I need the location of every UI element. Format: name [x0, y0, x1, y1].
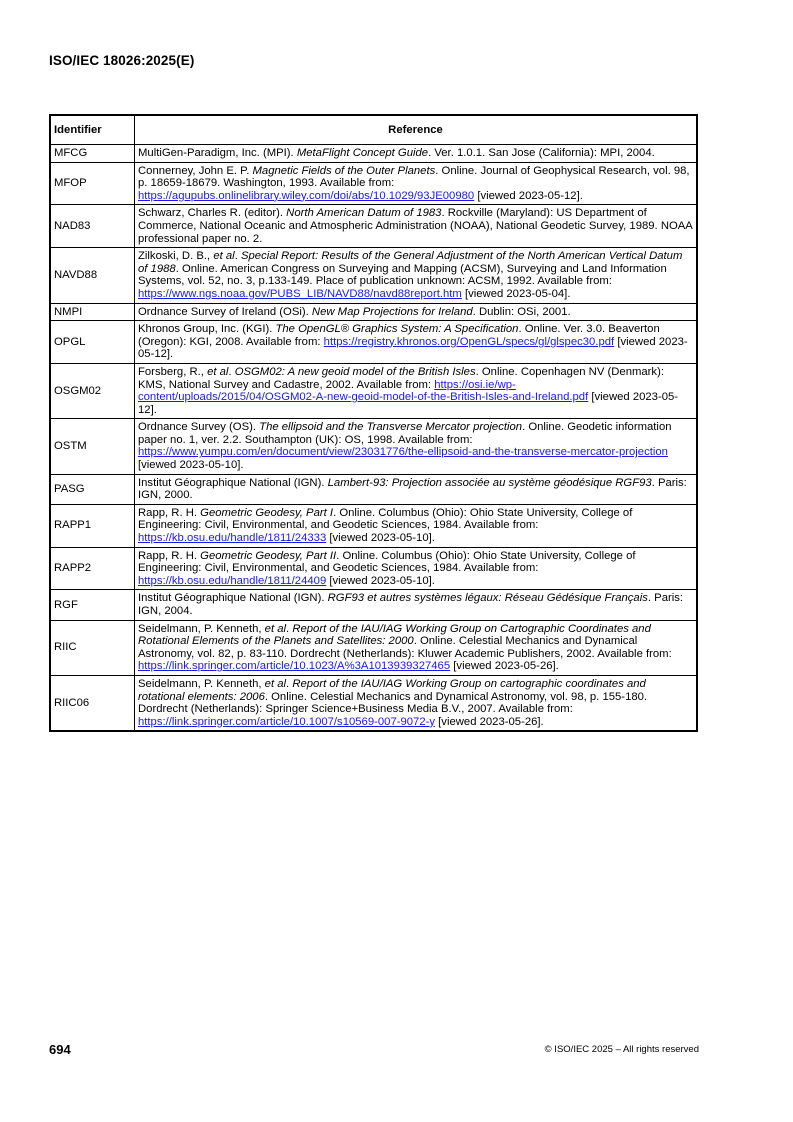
reference-text: Forsberg, R., — [138, 365, 208, 378]
table-row — [50, 620, 697, 675]
reference-identifier: MFCG — [50, 145, 135, 163]
reference-text: . Online. Celestial Mechanics and Dynamical Astronomy, vol. 82, p. 83-110. Dordrecht (Netherlands): Kluwer Academic Publishers, 2002. Available from: — [138, 635, 672, 660]
table-row — [50, 363, 697, 418]
reference-identifier: RAPP2 — [50, 547, 135, 590]
reference-identifier: NAD83 — [50, 205, 135, 248]
reference-citation — [135, 419, 698, 474]
reference-identifier: PASG — [50, 474, 135, 504]
reference-citation — [135, 547, 698, 590]
reference-text: . Online. Columbus (Ohio): Ohio State University, College of Engineering: Civil, Environmental, and Geodetic Sciences, 1984. Available from: — [138, 549, 636, 575]
table-row — [50, 590, 697, 620]
reference-text: . Online. Geodetic information paper no. 1, ver. 2.2. Southampton (UK): OS, 1998. Available from: — [138, 421, 672, 446]
reference-identifier: OPGL — [50, 321, 135, 364]
reference-identifier: NAVD88 — [50, 248, 135, 303]
reference-text: [viewed 2023-05-26]. — [450, 660, 559, 673]
table-row — [50, 303, 697, 321]
reference-identifier: OSGM02 — [50, 363, 135, 418]
reference-text: [viewed 2023-05-12]. — [138, 335, 688, 361]
reference-text: Ordnance Survey of Ireland (OSi). — [138, 305, 312, 318]
reference-title-text: et al — [264, 622, 287, 635]
reference-table-body — [50, 145, 697, 732]
reference-text: . — [286, 677, 293, 690]
reference-citation — [135, 321, 698, 364]
reference-text: . Online. Journal of Geophysical Research, vol. 98, p. 18659-18679. Washington, 1993. Available from: — [138, 164, 690, 190]
reference-link[interactable]: https://kb.osu.edu/handle/1811/24409 — [138, 574, 327, 587]
reference-title-text: Geometric Geodesy, Part I — [200, 506, 334, 519]
reference-text: Seidelmann, P. Kenneth, — [138, 622, 265, 635]
reference-identifier: MFOP — [50, 162, 135, 205]
reference-text: [viewed 2023-05-12]. — [474, 189, 583, 202]
reference-text: [viewed 2023-05-10]. — [326, 532, 435, 545]
table-row — [50, 145, 697, 163]
reference-text: MultiGen-Paradigm, Inc. (MPI). — [138, 147, 297, 159]
reference-title-text: et al — [264, 677, 287, 690]
copyright-notice: © ISO/IEC 2025 – All rights reserved — [544, 1044, 699, 1055]
reference-text: [viewed 2023-05-26]. — [435, 715, 544, 728]
reference-text: . Online. Celestial Mechanics and Dynamical Astronomy, vol. 98, p. 155-180. Dordrecht (Netherlands): Springer Science+Business Media B.V., 2007. Available from: — [138, 690, 648, 716]
reference-identifier: RGF — [50, 590, 135, 620]
reference-text: Schwarz, Charles R. (editor). — [138, 207, 287, 220]
reference-citation — [135, 474, 698, 504]
reference-text: . — [234, 250, 241, 263]
reference-title-text: The ellipsoid and the Transverse Mercator projection — [259, 421, 523, 434]
reference-text: . Online. American Congress on Surveying and Mapping (ACSM), Surveying and Land Information Systems, vol. 52, no. 3, p.133-149. Place of publication unknown: ACSM, 1992. Available from: — [138, 262, 667, 288]
reference-text: . Rockville (Maryland): US Department of Commerce, National Oceanic and Atmospheric Administration (NOAA), National Geodetic Survey, 1989. NOAA professional paper no. 2. — [138, 207, 693, 245]
reference-title-text: New Map Projections for Ireland — [311, 305, 473, 318]
reference-text: Connerney, John E. P. — [138, 164, 253, 177]
reference-text: [viewed 2023-05-04]. — [461, 287, 571, 300]
reference-title-text: Report of the IAU/IAG Working Group on Cartographic Coordinates and Rotational Elements of the Planets and Satellites: 2000 — [138, 622, 651, 648]
reference-text: [viewed 2023-05-10]. — [138, 459, 244, 472]
reference-text: . Ver. 1.0.1. San Jose (California): MPI, 2004. — [428, 147, 655, 159]
reference-citation — [135, 620, 698, 675]
reference-text: . Dublin: OSi, 2001. — [472, 305, 571, 318]
reference-title-text: MetaFlight Concept Guide — [296, 147, 429, 159]
table-row — [50, 205, 697, 248]
page-number: 694 — [49, 1042, 71, 1057]
reference-text: . Paris: IGN, 2000. — [138, 476, 687, 502]
reference-table — [49, 114, 698, 732]
reference-text: Rapp, R. H. — [138, 506, 201, 519]
reference-link[interactable]: https://agupubs.onlinelibrary.wiley.com/doi/abs/10.1029/93JE00980 — [138, 189, 475, 202]
column-header-identifier: Identifier — [50, 115, 135, 145]
reference-identifier: RIIC — [50, 620, 135, 675]
reference-title-text: North American Datum of 1983 — [286, 207, 442, 220]
reference-citation — [135, 162, 698, 205]
reference-title-text: Lambert-93: Projection associée au système géodésique RGF93 — [327, 476, 652, 489]
reference-link[interactable]: https://kb.osu.edu/handle/1811/24333 — [138, 532, 327, 545]
table-row — [50, 248, 697, 303]
reference-title-text: RGF93 et autres systèmes légaux: Réseau Gédésique Français — [327, 592, 648, 605]
reference-identifier: NMPI — [50, 303, 135, 321]
reference-citation — [135, 363, 698, 418]
reference-citation — [135, 303, 698, 321]
reference-link[interactable]: https://www.yumpu.com/en/document/view/23031776/the-ellipsoid-and-the-transverse-mercator-projection — [138, 446, 668, 459]
reference-text: [viewed 2023-05-10]. — [326, 574, 435, 587]
reference-identifier: OSTM — [50, 419, 135, 474]
reference-title-text: Geometric Geodesy, Part II — [200, 549, 337, 562]
reference-title-text: Report of the IAU/IAG Working Group on cartographic coordinates and rotational elements: 2006 — [138, 677, 646, 703]
reference-title-text: Special Report: Results of the General Adjustment of the North American Vertical Datum of 1988 — [138, 250, 683, 275]
reference-identifier: RIIC06 — [50, 675, 135, 731]
reference-citation — [135, 248, 698, 303]
reference-text: Zilkoski, D. B., — [138, 250, 214, 263]
reference-text: Institut Géographique National (IGN). — [138, 592, 328, 605]
table-row — [50, 162, 697, 205]
reference-text: Seidelmann, P. Kenneth, — [138, 677, 265, 690]
reference-link[interactable]: https://link.springer.com/article/10.1023/A%3A1013939327465 — [138, 660, 451, 673]
table-header-row — [50, 115, 697, 145]
reference-text: . Online. Ver. 3.0. Beaverton (Oregon): KGI, 2008. Available from: — [138, 323, 660, 348]
reference-citation — [135, 145, 698, 163]
reference-title-text: et al — [207, 365, 229, 378]
reference-identifier: RAPP1 — [50, 504, 135, 547]
reference-text: [viewed 2023-05-12]. — [138, 391, 679, 416]
reference-text: Khronos Group, Inc. (KGI). — [138, 323, 276, 336]
reference-citation — [135, 675, 698, 731]
reference-text: Ordnance Survey (OS). — [138, 421, 260, 434]
table-row — [50, 504, 697, 547]
reference-text: . Online. Columbus (Ohio): Ohio State University, College of Engineering: Civil, Environmental, and Geodetic Sciences, 1984. Available from: — [138, 506, 633, 532]
table-row — [50, 474, 697, 504]
document-header: ISO/IEC 18026:2025(E) — [49, 53, 195, 68]
reference-link[interactable]: https://www.ngs.noaa.gov/PUBS_LIB/NAVD88/navd88report.htm — [138, 287, 462, 300]
reference-title-text: OSGM02: A new geoid model of the British Isles — [234, 365, 476, 378]
reference-text: . — [228, 365, 235, 378]
reference-text: . Paris: IGN, 2004. — [138, 592, 684, 617]
reference-title-text: Magnetic Fields of the Outer Planets — [252, 164, 436, 177]
reference-text: . — [286, 622, 293, 635]
column-header-reference: Reference — [135, 115, 698, 145]
table-row — [50, 419, 697, 474]
reference-text: . Online. Copenhagen NV (Denmark): KMS, National Survey and Cadastre, 2002. Available from: — [138, 365, 664, 391]
reference-link[interactable]: https://link.springer.com/article/10.1007/s10569-007-9072-y — [138, 715, 436, 728]
table-row — [50, 675, 697, 731]
table-row — [50, 547, 697, 590]
reference-citation — [135, 504, 698, 547]
reference-title-text: et al — [213, 250, 235, 263]
reference-citation — [135, 590, 698, 620]
reference-text: Institut Géographique National (IGN). — [138, 476, 328, 489]
table-row — [50, 321, 697, 364]
reference-citation — [135, 205, 698, 248]
reference-text: Rapp, R. H. — [138, 549, 201, 562]
reference-link[interactable]: https://osi.ie/wp-content/uploads/2015/04/OSGM02-A-new-geoid-model-of-the-British-Isles-and-Ireland.pdf — [138, 378, 589, 404]
reference-link[interactable]: https://registry.khronos.org/OpenGL/specs/gl/glspec30.pdf — [323, 335, 615, 348]
reference-title-text: The OpenGL® Graphics System: A Specification — [275, 323, 519, 336]
